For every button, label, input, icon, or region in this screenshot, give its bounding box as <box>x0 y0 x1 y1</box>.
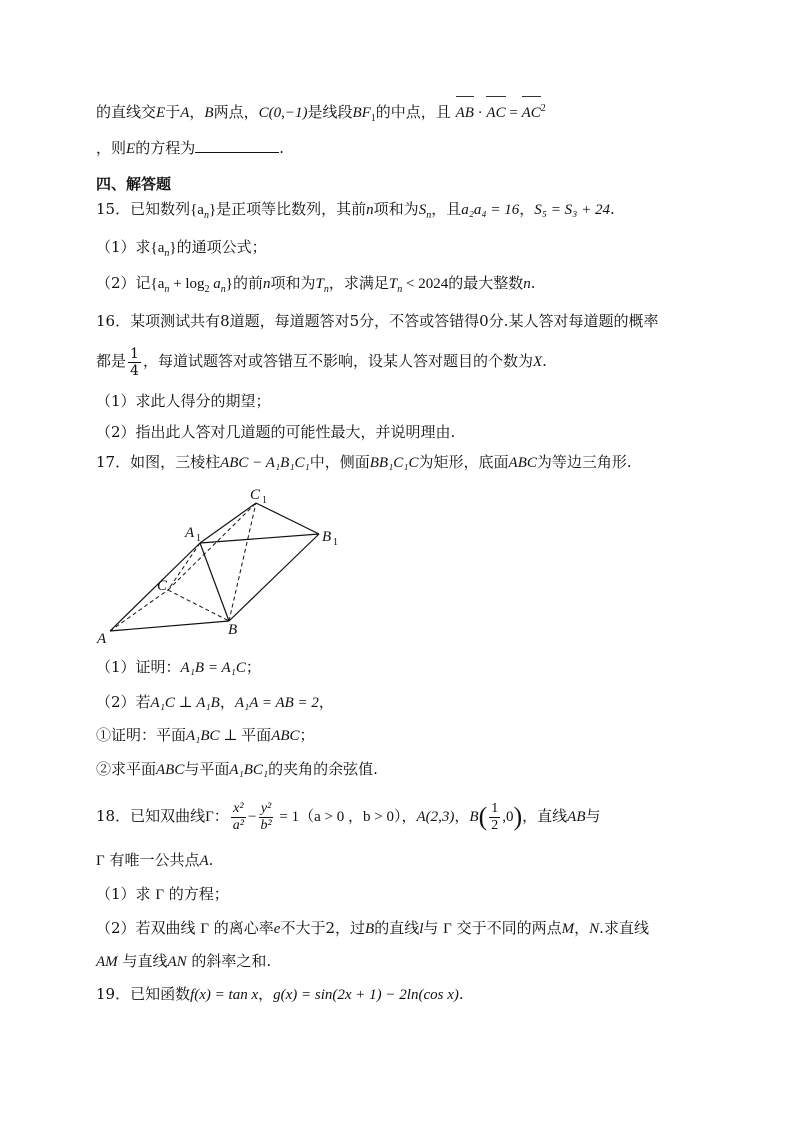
label-A1-sub: 1 <box>196 533 201 544</box>
text: ； <box>245 658 261 676</box>
math-var: T <box>315 276 324 292</box>
text: 的前 <box>233 274 264 292</box>
edge-BC1-hidden <box>229 503 256 621</box>
math-var: A <box>180 105 190 121</box>
math-var: A <box>199 853 209 869</box>
text: ， <box>401 807 417 825</box>
math-var: AN <box>167 954 187 970</box>
math-var: e <box>273 921 281 937</box>
text: ，每道试题答对或答错互不影响，设某人答对题目的个数为 <box>142 352 533 370</box>
question-16-part-2: （2）指出此人答对几道题的可能性最大，并说明理由. <box>96 423 456 441</box>
label-B1-sub: 1 <box>333 537 338 548</box>
text: .求直线 <box>599 919 649 937</box>
text: （2）若 <box>96 693 151 711</box>
edge-BB1 <box>229 534 319 621</box>
question-18-part-2 <box>96 917 649 940</box>
text: ，直线 <box>522 807 568 825</box>
text: . <box>279 139 284 157</box>
edge-A1B <box>200 543 229 621</box>
text: ； <box>299 726 315 744</box>
text: 的通项公式； <box>176 238 267 256</box>
math-var: n <box>263 276 271 292</box>
text: （1）证明： <box>96 658 181 676</box>
subscript: n <box>323 284 329 295</box>
math-var: Γ <box>205 809 214 825</box>
text: 17．如图，三棱柱 <box>96 453 221 471</box>
math-var: AB <box>567 809 586 825</box>
text: 的最大整数 <box>448 274 524 292</box>
math: } <box>169 240 177 256</box>
text: ②求平面 <box>96 760 157 778</box>
math-var: X <box>532 354 543 370</box>
math: ABC <box>156 762 185 778</box>
edge-CC1-hidden <box>168 503 256 590</box>
question-19-stem <box>96 983 464 1006</box>
subscript: 2 <box>204 284 210 295</box>
text-line <box>96 98 546 130</box>
question-15-part-1 <box>96 236 267 265</box>
text: . <box>208 851 214 869</box>
label-C1-sub: 1 <box>262 495 267 506</box>
denominator: 4 <box>130 362 139 379</box>
question-15-stem <box>96 198 615 227</box>
subscript: n <box>164 284 170 295</box>
denominator: b² <box>260 817 272 833</box>
numerator: y² <box>260 800 272 816</box>
math: } <box>208 202 217 218</box>
label-B1: B <box>322 529 332 545</box>
question-17-sub-1 <box>96 724 315 747</box>
math-var: N <box>589 921 600 937</box>
text: 的夹角的余弦值. <box>268 760 378 778</box>
math: ABC <box>271 728 300 744</box>
math-function: g(x) = sin(2x + 1) − 2ln(cos x) <box>273 987 459 1003</box>
text: 项和为 <box>373 200 419 218</box>
paren-right: ) <box>513 802 523 831</box>
text: 的离心率 <box>213 919 274 937</box>
math-var: AM <box>96 954 118 970</box>
text: ， <box>219 693 235 711</box>
math-var: T <box>388 276 398 292</box>
math: ,0 <box>502 809 514 825</box>
text: 的直线 <box>374 919 420 937</box>
question-17-sub-2 <box>96 758 378 781</box>
text: ， <box>519 200 535 218</box>
text: 项和为 <box>270 274 316 292</box>
text: （2）记 <box>96 274 151 292</box>
numerator: x² <box>233 800 244 816</box>
subscript: n <box>397 284 403 295</box>
text: 的直线交 <box>96 103 157 121</box>
math: < 2024 <box>402 276 449 292</box>
text: 是线段 <box>307 103 353 121</box>
text: 的方程； <box>168 885 229 903</box>
text: 都是 <box>96 352 127 370</box>
superscript: 2 <box>540 103 546 114</box>
text: 的斜率之和. <box>191 952 272 970</box>
math: } <box>225 276 233 292</box>
math: A₁B = A₁C <box>180 660 246 676</box>
text: 是正项等比数列，其前 <box>216 200 367 218</box>
text: （1）求 <box>96 238 151 256</box>
section-heading: 四、解答题 <box>96 175 172 193</box>
vector-AC: AC <box>522 102 541 124</box>
text: 15．已知数列 <box>96 200 191 218</box>
edge-AC-hidden <box>110 590 168 631</box>
text: ， <box>574 919 590 937</box>
question-18-part-2-cont <box>96 950 271 973</box>
math-var: M <box>561 921 575 937</box>
question-17-part-1 <box>96 656 261 679</box>
subscript: n <box>164 248 170 259</box>
numerator: 1 <box>491 800 499 816</box>
label-B: B <box>228 622 238 638</box>
edge-AB <box>110 621 229 631</box>
math: {a <box>150 276 165 292</box>
math-point: C(0,−1) <box>258 105 308 121</box>
math-op: · <box>473 105 487 121</box>
math-var: B <box>204 105 214 121</box>
denominator: 2 <box>491 817 499 833</box>
math-point: A(2,3) <box>416 809 455 825</box>
math: {a <box>190 202 204 218</box>
text: （1）求 <box>96 885 151 903</box>
vector-AC: AC <box>486 102 505 124</box>
text: 的方程为 <box>135 139 196 157</box>
label-A1: A <box>185 525 195 541</box>
math-var: Γ <box>200 921 209 937</box>
subscript: n <box>220 284 226 295</box>
math-condition: S₅ = S₃ + 24 <box>534 202 610 218</box>
math: A₁BC₁ <box>229 762 269 778</box>
text: ， <box>454 807 470 825</box>
math-var: BF <box>352 105 371 121</box>
math-var: S <box>418 202 427 218</box>
question-17-stem <box>96 451 632 474</box>
edge-C1B1 <box>256 503 319 534</box>
question-18-stem <box>96 796 601 837</box>
math-var: l <box>419 921 424 937</box>
text: . <box>458 985 464 1003</box>
math-op: − <box>247 809 257 825</box>
question-16-stem-cont <box>96 343 547 380</box>
edge-CB-hidden <box>168 590 229 621</box>
math: ABC <box>508 455 537 471</box>
label-C: C <box>157 578 168 594</box>
text: 与平面 <box>184 760 230 778</box>
text: 的中点，且 <box>375 103 451 121</box>
math-var: B <box>365 921 375 937</box>
text: 中，侧面 <box>309 453 370 471</box>
text: 与直线 <box>122 952 168 970</box>
math-var: Γ <box>443 921 452 937</box>
question-17-part-2 <box>96 691 334 714</box>
text: . <box>530 274 536 292</box>
math-condition: （a > 0 ，b > 0） <box>299 809 402 825</box>
text: ， <box>318 693 334 711</box>
math: + log <box>169 276 205 292</box>
edge-A1C1 <box>200 503 256 543</box>
math-op: = <box>505 105 522 121</box>
text: ， <box>189 103 205 121</box>
label-A: A <box>97 631 107 647</box>
fraction <box>489 801 500 834</box>
text: 为矩形，底面 <box>418 453 509 471</box>
text: （2）若双曲线 <box>96 919 196 937</box>
text: ： <box>213 807 229 825</box>
math: {a <box>150 240 165 256</box>
text: ，则 <box>96 139 127 157</box>
text: . <box>542 352 547 370</box>
math-var: E <box>156 105 166 121</box>
subscript: 1 <box>370 113 376 124</box>
question-15-part-2 <box>96 272 536 301</box>
paren-left: ( <box>478 802 488 831</box>
question-16-stem: 16．某项测试共有8道题，每道题答对5分，不答或答错得0分.某人答对每道题的概率 <box>96 312 659 330</box>
text: ，且 <box>431 200 462 218</box>
math: A₁C ⊥ A₁B <box>150 695 220 711</box>
text: 18．已知双曲线 <box>96 807 206 825</box>
math-op: ⊥ <box>219 728 242 744</box>
math-function: f(x) = tan x <box>190 987 259 1003</box>
math: = 1 <box>275 809 300 825</box>
answer-blank <box>195 138 279 153</box>
text: 不大于2，过 <box>280 919 366 937</box>
edge-AA1 <box>110 543 200 631</box>
math: ABC − A₁B₁C₁ <box>220 455 310 471</box>
question-18-stem-cont <box>96 849 213 872</box>
math-var: E <box>126 141 136 157</box>
math-condition: a₂a₄ = 16 <box>461 202 520 218</box>
math: A₁BC <box>186 728 220 744</box>
text: 有唯一公共点 <box>109 851 200 869</box>
edge-A1C-hidden <box>168 543 200 590</box>
fraction <box>258 801 273 834</box>
text: ①证明：平面 <box>96 726 187 744</box>
fraction <box>128 346 141 379</box>
math-var: Γ <box>155 887 164 903</box>
text: 两点， <box>213 103 259 121</box>
denominator: a² <box>232 817 244 833</box>
subscript: n <box>203 210 209 221</box>
subscript: n <box>426 210 432 221</box>
text: . <box>609 200 615 218</box>
text: ，求满足 <box>328 274 389 292</box>
question-18-part-1 <box>96 883 229 906</box>
label-C1: C <box>250 487 261 503</box>
math: BB₁C₁C <box>369 455 419 471</box>
math-var: Γ <box>96 853 105 869</box>
question-16-part-1: （1）求此人得分的期望； <box>96 392 271 410</box>
edge-A1B1 <box>200 534 319 543</box>
text: 平面 <box>241 726 272 744</box>
fraction <box>231 801 246 834</box>
math-var: n <box>523 276 531 292</box>
math: A₁A = AB = 2 <box>234 695 319 711</box>
numerator: 1 <box>130 345 139 362</box>
text: 为等边三角形. <box>536 453 632 471</box>
text: 于 <box>165 103 181 121</box>
math-var: n <box>366 202 374 218</box>
text: ， <box>258 985 274 1003</box>
text: 与 <box>423 919 439 937</box>
math-var: B <box>469 809 479 825</box>
vector-AB: AB <box>456 102 474 124</box>
text-line <box>96 137 284 160</box>
text: 19．已知函数 <box>96 985 191 1003</box>
math: a <box>209 276 221 292</box>
text: 与 <box>585 807 601 825</box>
text: 交于不同的两点 <box>456 919 562 937</box>
